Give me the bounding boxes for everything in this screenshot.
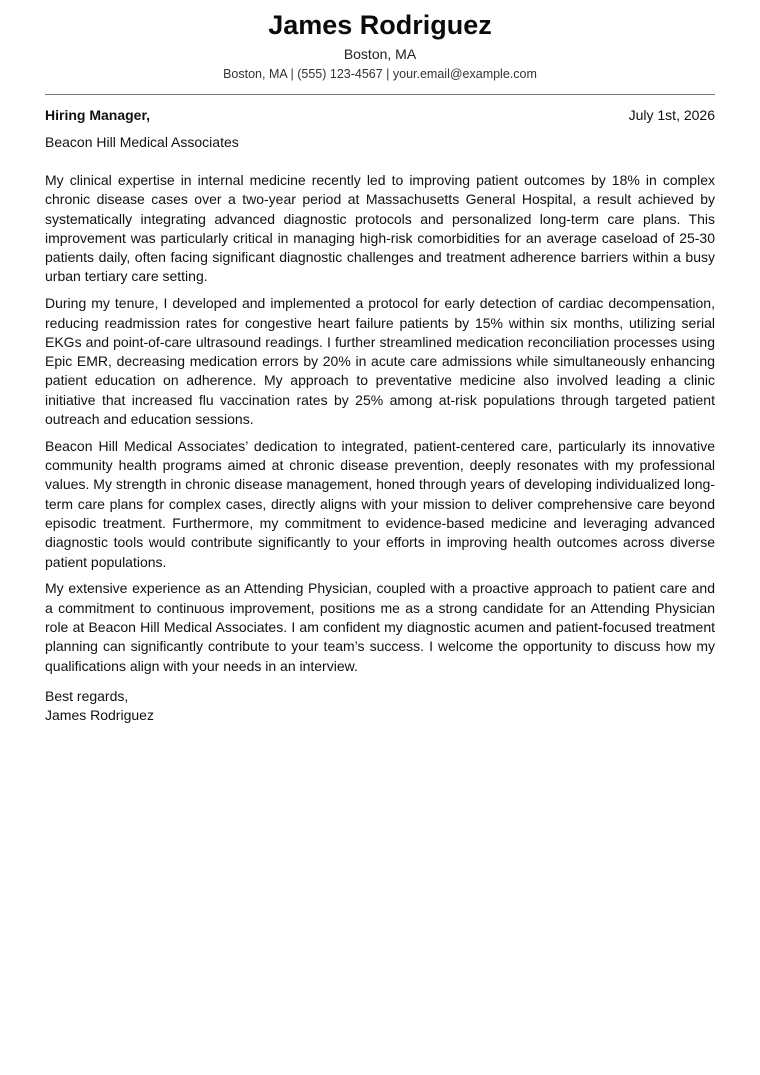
body-paragraph: My extensive experience as an Attending Physician, coupled with a proactive approach to patient care and a commitment to continuous improvement, positions me as a strong candidate for an Attending Physician role at Beacon Hill Medical Associates. I am confident my diagnostic acumen and patient-focused treatment planning can significantly contribute to your team’s success. I welcome the opportunity to discuss how my qualifications align with your needs in an interview. [45,580,715,674]
letter-closing [45,687,715,726]
applicant-location: Boston, MA [343,46,417,62]
body-paragraph: During my tenure, I developed and implemented a protocol for early detection of cardiac decompensation, reducing readmission rates for congestive heart failure patients by 15% within six months, utilizing serial EKGs and point-of-care ultrasound readings. I further streamlined medication reconciliation processes using Epic EMR, decreasing medication errors by 20% in acute care admissions while simultaneously enhancing patient education on adherence. My approach to preventative medicine also involved leading a clinic initiative that increased flu vaccination rates by 25% among at-risk populations through targeted patient outreach and education sessions. [45,295,715,428]
recipient-salutation: Hiring Manager, [45,107,151,123]
body-paragraph: Beacon Hill Medical Associates’ dedication to integrated, patient-centered care, particularly its innovative community health programs aimed at chronic disease prevention, deeply resonates with my professional values. My strength in chronic disease management, honed through years of developing individualized long-term care plans for complex cases, directly aligns with your mission to deliver comprehensive care beyond episodic treatment. Furthermore, my commitment to evidence-based medicine and leveraging advanced diagnostic tools would contribute significantly to your efforts in improving health outcomes across diverse patient populations. [45,437,715,570]
header-divider [45,94,715,95]
recipient-date-row [45,106,715,124]
applicant-name: James Rodriguez [268,10,492,40]
recipient-company: Beacon Hill Medical Associates [45,134,239,150]
letter-header [45,0,715,82]
applicant-contact-line: Boston, MA | (555) 123-4567 | your.email@example.com [223,67,537,81]
body-paragraph: My clinical expertise in internal medicine recently led to improving patient outcomes by 18% in complex chronic disease cases over a two-year period at Massachusetts General Hospital, a result achieved by systematically integrating advanced diagnostic protocols and personalized long-term care plans. This improvement was particularly critical in managing high-risk comorbidities for an average caseload of 25-30 patients daily, often facing significant diagnostic challenges and treatment adherence barriers within a busy urban tertiary care setting. [45,172,715,285]
signature-name: James Rodriguez [45,707,154,724]
closing-phrase: Best regards, [45,687,129,704]
letter-body [45,171,715,676]
letter-date: July 1st, 2026 [628,107,715,123]
